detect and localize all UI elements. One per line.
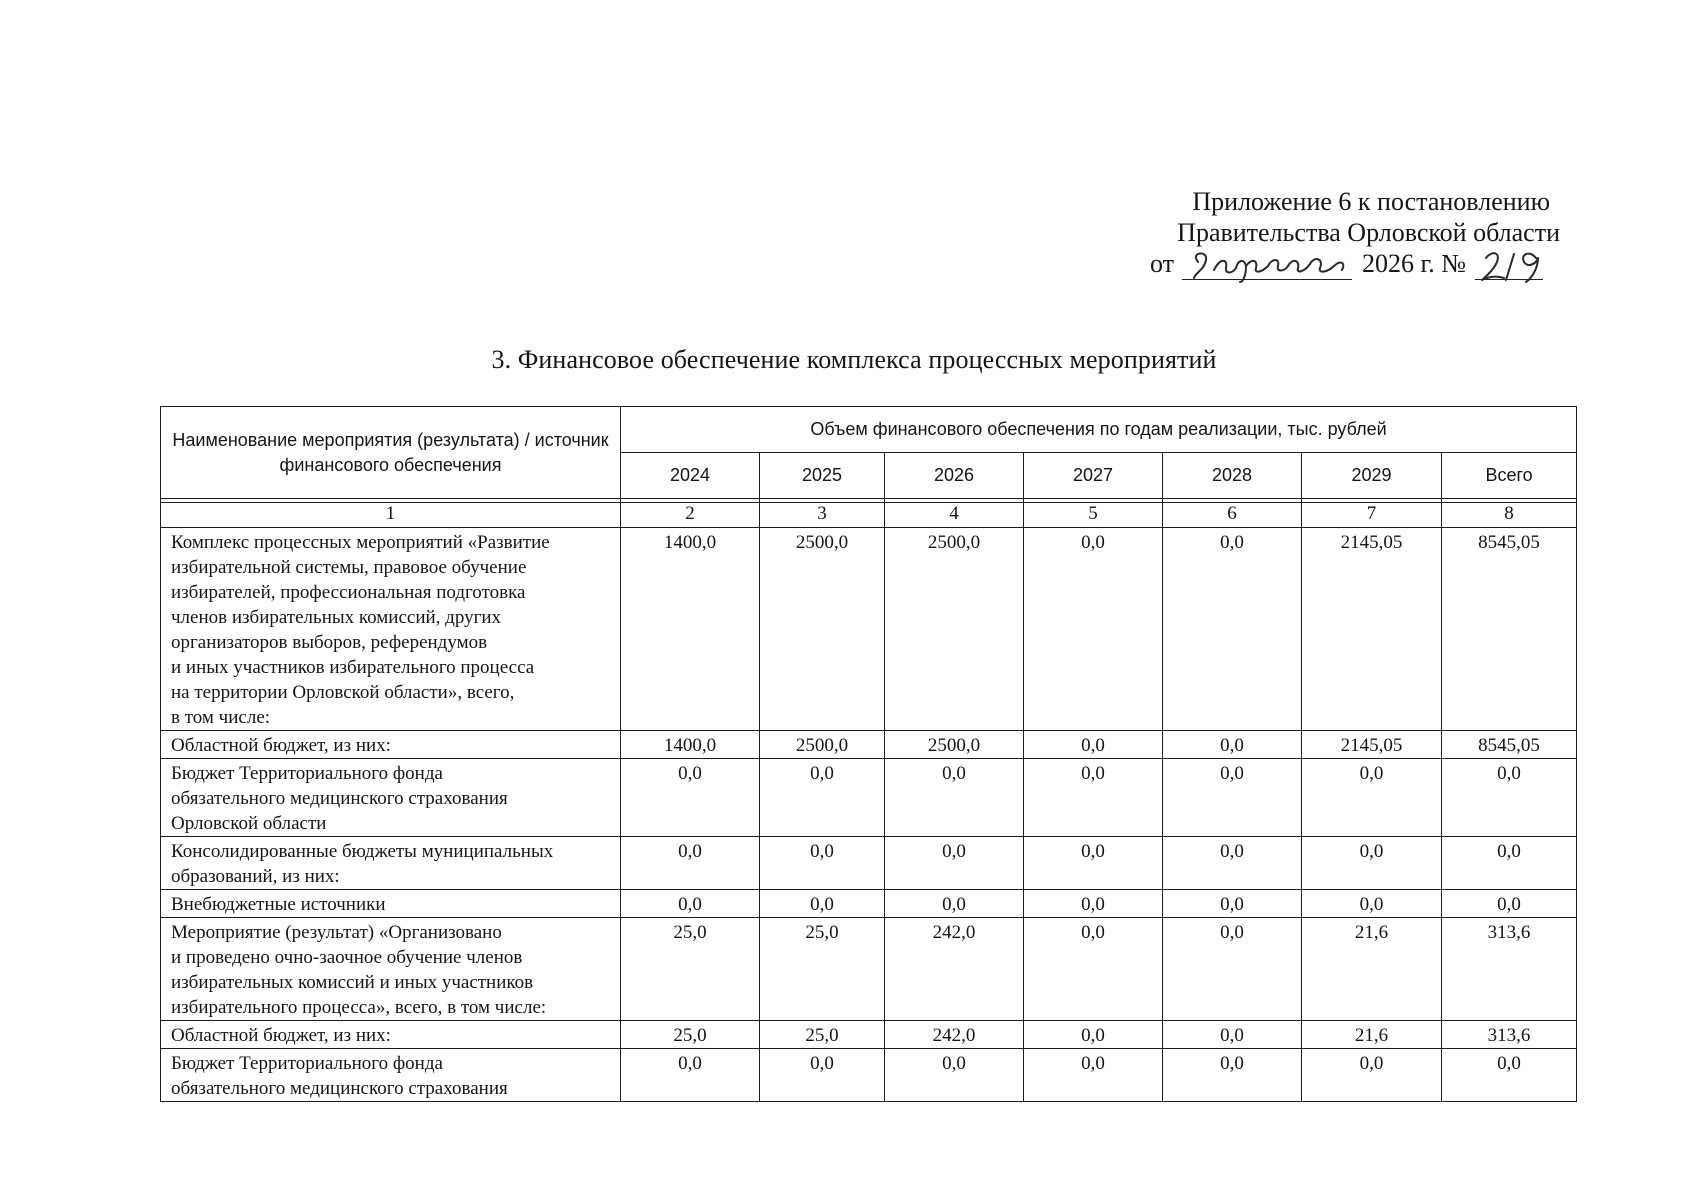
row-total-value: 0,0 xyxy=(1442,890,1577,918)
row-year-value: 25,0 xyxy=(760,1021,885,1049)
row-year-value: 0,0 xyxy=(621,1049,760,1102)
row-year-value: 0,0 xyxy=(1163,1021,1302,1049)
row-year-value: 0,0 xyxy=(760,890,885,918)
row-year-value: 0,0 xyxy=(1024,759,1163,837)
handwritten-number-signature xyxy=(1478,248,1548,284)
row-year-value: 0,0 xyxy=(1024,837,1163,890)
row-year-value: 25,0 xyxy=(760,918,885,1021)
header-year: 2027 xyxy=(1024,453,1163,499)
row-name: Комплекс процессных мероприятий «Развитие избирательной системы, правовое обучение избирателей, профессиональная подготовка членов избирательных комиссий, других организаторов выборов, референдумов и иных участников избирательного процесса на территории Орловской области», всего, в том числе: xyxy=(171,532,550,728)
row-year-value: 0,0 xyxy=(1163,890,1302,918)
table-row xyxy=(161,528,1577,731)
row-year-value: 0,0 xyxy=(885,1049,1024,1102)
row-name: Внебюджетные источники xyxy=(171,894,386,915)
annex-prefix: от xyxy=(1150,249,1175,278)
row-year-value: 21,6 xyxy=(1302,918,1442,1021)
row-total-value: 313,6 xyxy=(1442,918,1577,1021)
table-row xyxy=(161,890,1577,918)
header-volume: Объем финансового обеспечения по годам реализации, тыс. рублей xyxy=(621,407,1577,453)
row-total-value: 0,0 xyxy=(1442,759,1577,837)
row-name-cell xyxy=(161,890,621,918)
row-year-value: 0,0 xyxy=(1024,1049,1163,1102)
row-year-value: 0,0 xyxy=(1163,837,1302,890)
row-name: Бюджет Территориального фонда обязательного медицинского страхования Орловской области xyxy=(171,763,508,834)
row-name-cell xyxy=(161,1021,621,1049)
header-year: 2024 xyxy=(621,453,760,499)
row-year-value: 0,0 xyxy=(1302,837,1442,890)
row-name: Областной бюджет, из них: xyxy=(171,735,391,756)
header-year: 2026 xyxy=(885,453,1024,499)
row-year-value: 242,0 xyxy=(885,918,1024,1021)
column-number: 2 xyxy=(621,503,760,528)
table-row xyxy=(161,759,1577,837)
row-year-value: 2500,0 xyxy=(885,731,1024,759)
row-year-value: 0,0 xyxy=(1163,528,1302,731)
row-year-value: 25,0 xyxy=(621,1021,760,1049)
row-year-value: 0,0 xyxy=(621,837,760,890)
row-name-cell xyxy=(161,528,621,731)
section-title: 3. Финансовое обеспечение комплекса процессных мероприятий xyxy=(491,345,1217,374)
header-year: 2029 xyxy=(1302,453,1442,499)
row-name: Мероприятие (результат) «Организовано и проведено очно-заочное обучение членов избирательных комиссий и иных участников избирательного процесса», всего, в том числе: xyxy=(171,922,547,1018)
row-year-value: 0,0 xyxy=(1163,918,1302,1021)
annex-year-number-label: 2026 г. № xyxy=(1362,249,1467,278)
row-year-value: 0,0 xyxy=(760,837,885,890)
row-year-value: 0,0 xyxy=(760,759,885,837)
annex-line-3 xyxy=(1100,248,1560,282)
row-year-value: 0,0 xyxy=(621,890,760,918)
table-row xyxy=(161,1021,1577,1049)
column-number: 1 xyxy=(161,503,621,528)
row-year-value: 0,0 xyxy=(885,890,1024,918)
header-name-column: Наименование мероприятия (результата) / источник финансового обеспечения xyxy=(161,407,621,499)
row-year-value: 0,0 xyxy=(760,1049,885,1102)
row-name-cell xyxy=(161,837,621,890)
row-year-value: 0,0 xyxy=(1302,759,1442,837)
row-name-cell xyxy=(161,918,621,1021)
row-year-value: 2500,0 xyxy=(885,528,1024,731)
column-number: 8 xyxy=(1442,503,1577,528)
row-total-value: 8545,05 xyxy=(1442,731,1577,759)
row-year-value: 0,0 xyxy=(621,759,760,837)
column-number-row xyxy=(161,503,1577,528)
row-year-value: 0,0 xyxy=(1024,890,1163,918)
row-total-value: 0,0 xyxy=(1442,837,1577,890)
row-year-value: 21,6 xyxy=(1302,1021,1442,1049)
financing-table xyxy=(160,406,1577,1102)
row-year-value: 0,0 xyxy=(885,837,1024,890)
column-number: 5 xyxy=(1024,503,1163,528)
header-year: 2028 xyxy=(1163,453,1302,499)
row-year-value: 1400,0 xyxy=(621,528,760,731)
row-year-value: 0,0 xyxy=(1024,731,1163,759)
annex-line-1: Приложение 6 к постановлению xyxy=(1192,187,1550,216)
annex-stamp xyxy=(1100,186,1560,282)
row-year-value: 0,0 xyxy=(1302,890,1442,918)
handwritten-date-signature xyxy=(1184,248,1354,284)
row-year-value: 0,0 xyxy=(1024,528,1163,731)
row-total-value: 8545,05 xyxy=(1442,528,1577,731)
column-number: 7 xyxy=(1302,503,1442,528)
header-year: 2025 xyxy=(760,453,885,499)
row-name: Консолидированные бюджеты муниципальных образований, из них: xyxy=(171,841,554,887)
row-year-value: 0,0 xyxy=(885,759,1024,837)
row-year-value: 2145,05 xyxy=(1302,731,1442,759)
header-total: Всего xyxy=(1442,453,1577,499)
row-name: Бюджет Территориального фонда обязательного медицинского страхования xyxy=(171,1053,508,1099)
row-year-value: 0,0 xyxy=(1302,1049,1442,1102)
column-number: 4 xyxy=(885,503,1024,528)
row-name: Областной бюджет, из них: xyxy=(171,1025,391,1046)
column-number: 6 xyxy=(1163,503,1302,528)
row-year-value: 2145,05 xyxy=(1302,528,1442,731)
row-year-value: 242,0 xyxy=(885,1021,1024,1049)
row-name-cell xyxy=(161,731,621,759)
row-year-value: 0,0 xyxy=(1024,1021,1163,1049)
row-total-value: 0,0 xyxy=(1442,1049,1577,1102)
row-year-value: 25,0 xyxy=(621,918,760,1021)
row-name-cell xyxy=(161,1049,621,1102)
financing-table-wrapper xyxy=(160,406,1576,1102)
table-row xyxy=(161,918,1577,1021)
row-year-value: 0,0 xyxy=(1163,759,1302,837)
row-year-value: 0,0 xyxy=(1024,918,1163,1021)
row-total-value: 313,6 xyxy=(1442,1021,1577,1049)
row-year-value: 0,0 xyxy=(1163,731,1302,759)
row-name-cell xyxy=(161,759,621,837)
row-year-value: 0,0 xyxy=(1163,1049,1302,1102)
row-year-value: 1400,0 xyxy=(621,731,760,759)
row-year-value: 2500,0 xyxy=(760,731,885,759)
table-row xyxy=(161,837,1577,890)
table-row xyxy=(161,1049,1577,1102)
row-year-value: 2500,0 xyxy=(760,528,885,731)
table-row xyxy=(161,731,1577,759)
column-number: 3 xyxy=(760,503,885,528)
annex-line-2: Правительства Орловской области xyxy=(1177,218,1560,247)
